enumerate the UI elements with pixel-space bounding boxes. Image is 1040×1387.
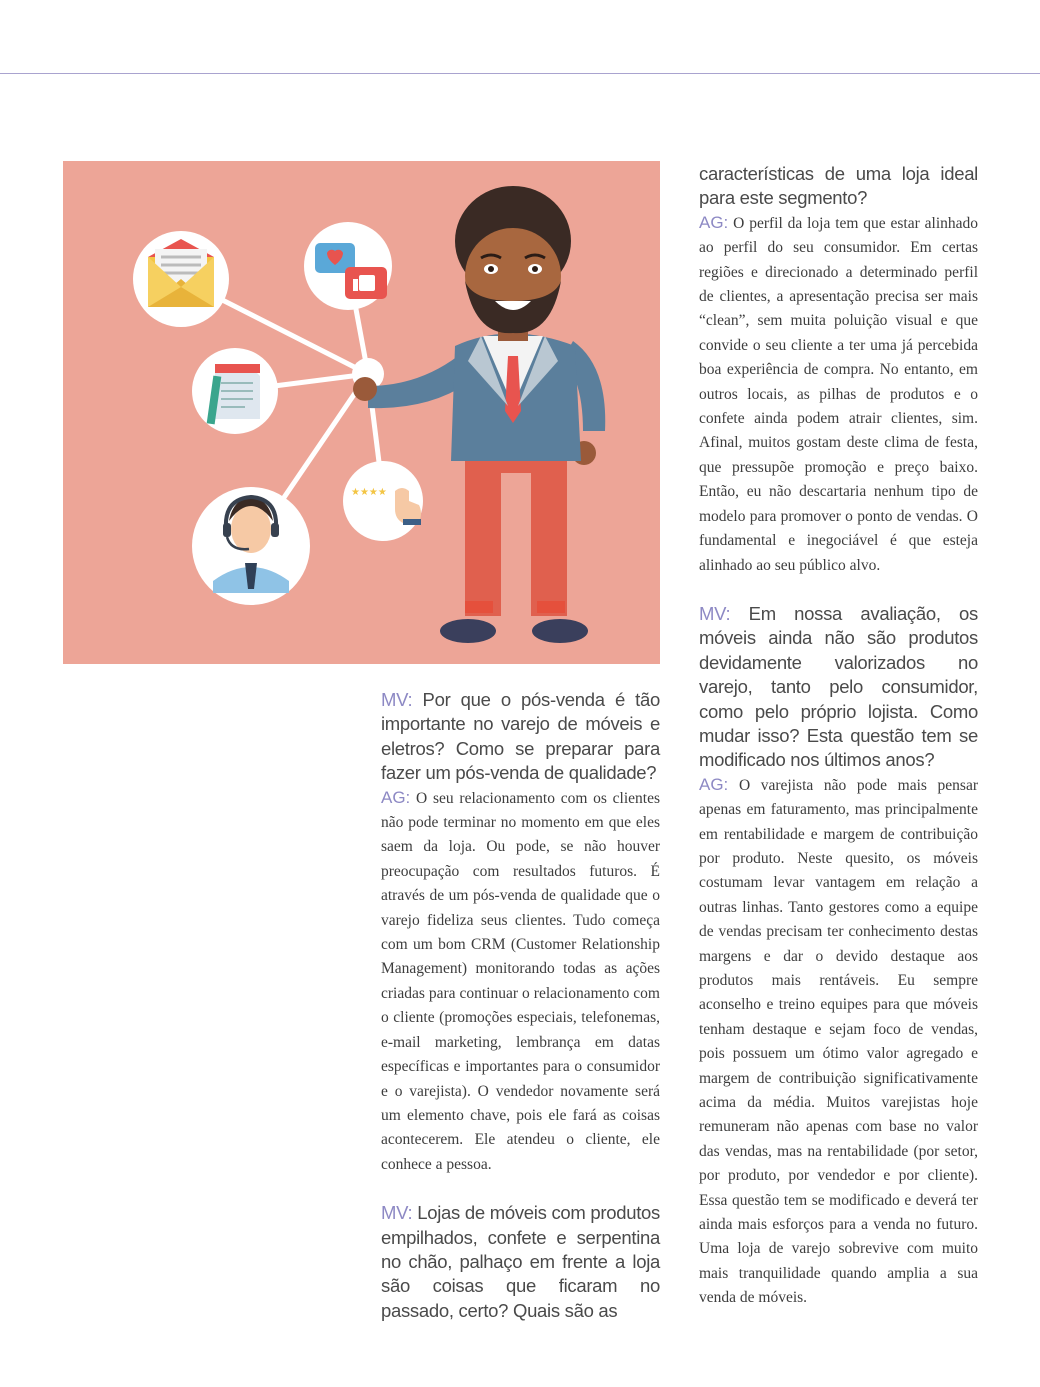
crm-illustration [63,161,660,664]
document-icon [192,348,278,434]
answer-2 [699,211,978,578]
question-3-text: Em nossa avaliação, os móveis ainda não são produtos devidamente valorizados no varejo, tanto pelo consumidor, como pelo próprio lojista. Como mudar isso? Esta questão tem se modificado nos últimos anos? [699,602,978,771]
interviewee-tag: AG: [381,787,411,807]
answer-3-text: O varejista não pode mais pensar apenas em faturamento, mas principalmente em rentabilidade e margem de contribuição por produto. Neste quesito, os móveis costumam levar vantagem em relação a outras linhas. Tanto gestores como a equipe de vendas precisam ter conhecimento destas margens e dar o devido destaque aos produtos mais rentáveis. Eu sempre aconselho e treino equipes para que móveis tenham destaque e sejam foco de vendas, pois possuem um ótimo valor agregado e margem de contribuição significativamente acima da média. Muitos varejistas hoje remuneram não apenas com base no valor das vendas, mas na rentabilidade (por setor, por produto, por vendedor e por cliente). Essa questão tem se modificado e deverá ter ainda mais esforços para a venda no futuro. Uma loja de varejo sobrevive com muito mais tranquilidade quando amplia a sua venda de móveis. [699,776,979,1307]
question-1-text: Por que o pós-venda é tão importante no varejo de móveis e eletros? Como se preparar para fazer um pós-venda de qualidade? [381,689,661,784]
question-2-text: Lojas de móveis com produtos empilhados, confete e serpentina no chão, palhaço em frente a loja são coisas que ficaram no passado, certo? Quais são as [381,1202,660,1321]
question-2 [381,1201,660,1323]
left-column [381,688,660,1323]
answer-3 [699,773,978,1311]
rating-stars-icon [343,461,423,541]
interviewer-tag: MV: [381,689,413,710]
interviewee-tag: AG: [699,212,729,232]
question-1 [381,688,660,786]
answer-1 [381,786,660,1178]
interviewer-tag: MV: [381,1202,413,1224]
svg-text:★★★★: ★★★★ [351,487,387,498]
question-2-continued: características de uma loja ideal para este segmento? [699,163,978,209]
question-3 [699,602,978,773]
interviewer-tag: MV: [699,602,731,624]
answer-2-text: O perfil da loja tem que estar alinhado ao perfil do seu consumidor. Em certas regiões e direcionado a determinado perfil de clientes, a apresentação precisa ser mais “clean”, sem muita poluição visual e que convide o seu cliente a ter uma já percebida boa experiência de compra. No entanto, em outros locais, as pilhas de produtos e o confete ainda podem atrair clientes, sim. Afinal, muitos gostam deste clima de festa, que pressupõe promoção e preço baixo. Então, eu não descartaria nenhum tipo de modelo para promover o ponto de vendas. O fundamental e inegociável é que esteja alinhado ao seu público alvo. [699,214,979,574]
like-heart-chat-icon [304,222,392,310]
right-column [699,162,978,1311]
support-agent-icon [192,487,310,605]
top-rule [0,73,1040,74]
answer-1-text: O seu relacionamento com os clientes não pode terminar no momento em que eles saem da loja. Ou pode, se não houver preocupação com resultados futuros. É através de um pós-venda de qualidade que o varejo fideliza seus clientes. Tudo começa com um bom CRM (Customer Relationship Management) monitorando todas as ações criadas para continuar o relacionamento com o cliente (promoções especiais, telefonemas, e-mail marketing, lembrança em datas específicas e importantes para o consumidor e o varejista). O vendedor novamente será um elemento chave, pois ele fará as coisas acontecerem. Ele atendeu o cliente, ele conhece a pessoa. [381,789,660,1173]
envelope-icon [133,231,229,327]
interviewee-tag: AG: [699,774,729,794]
